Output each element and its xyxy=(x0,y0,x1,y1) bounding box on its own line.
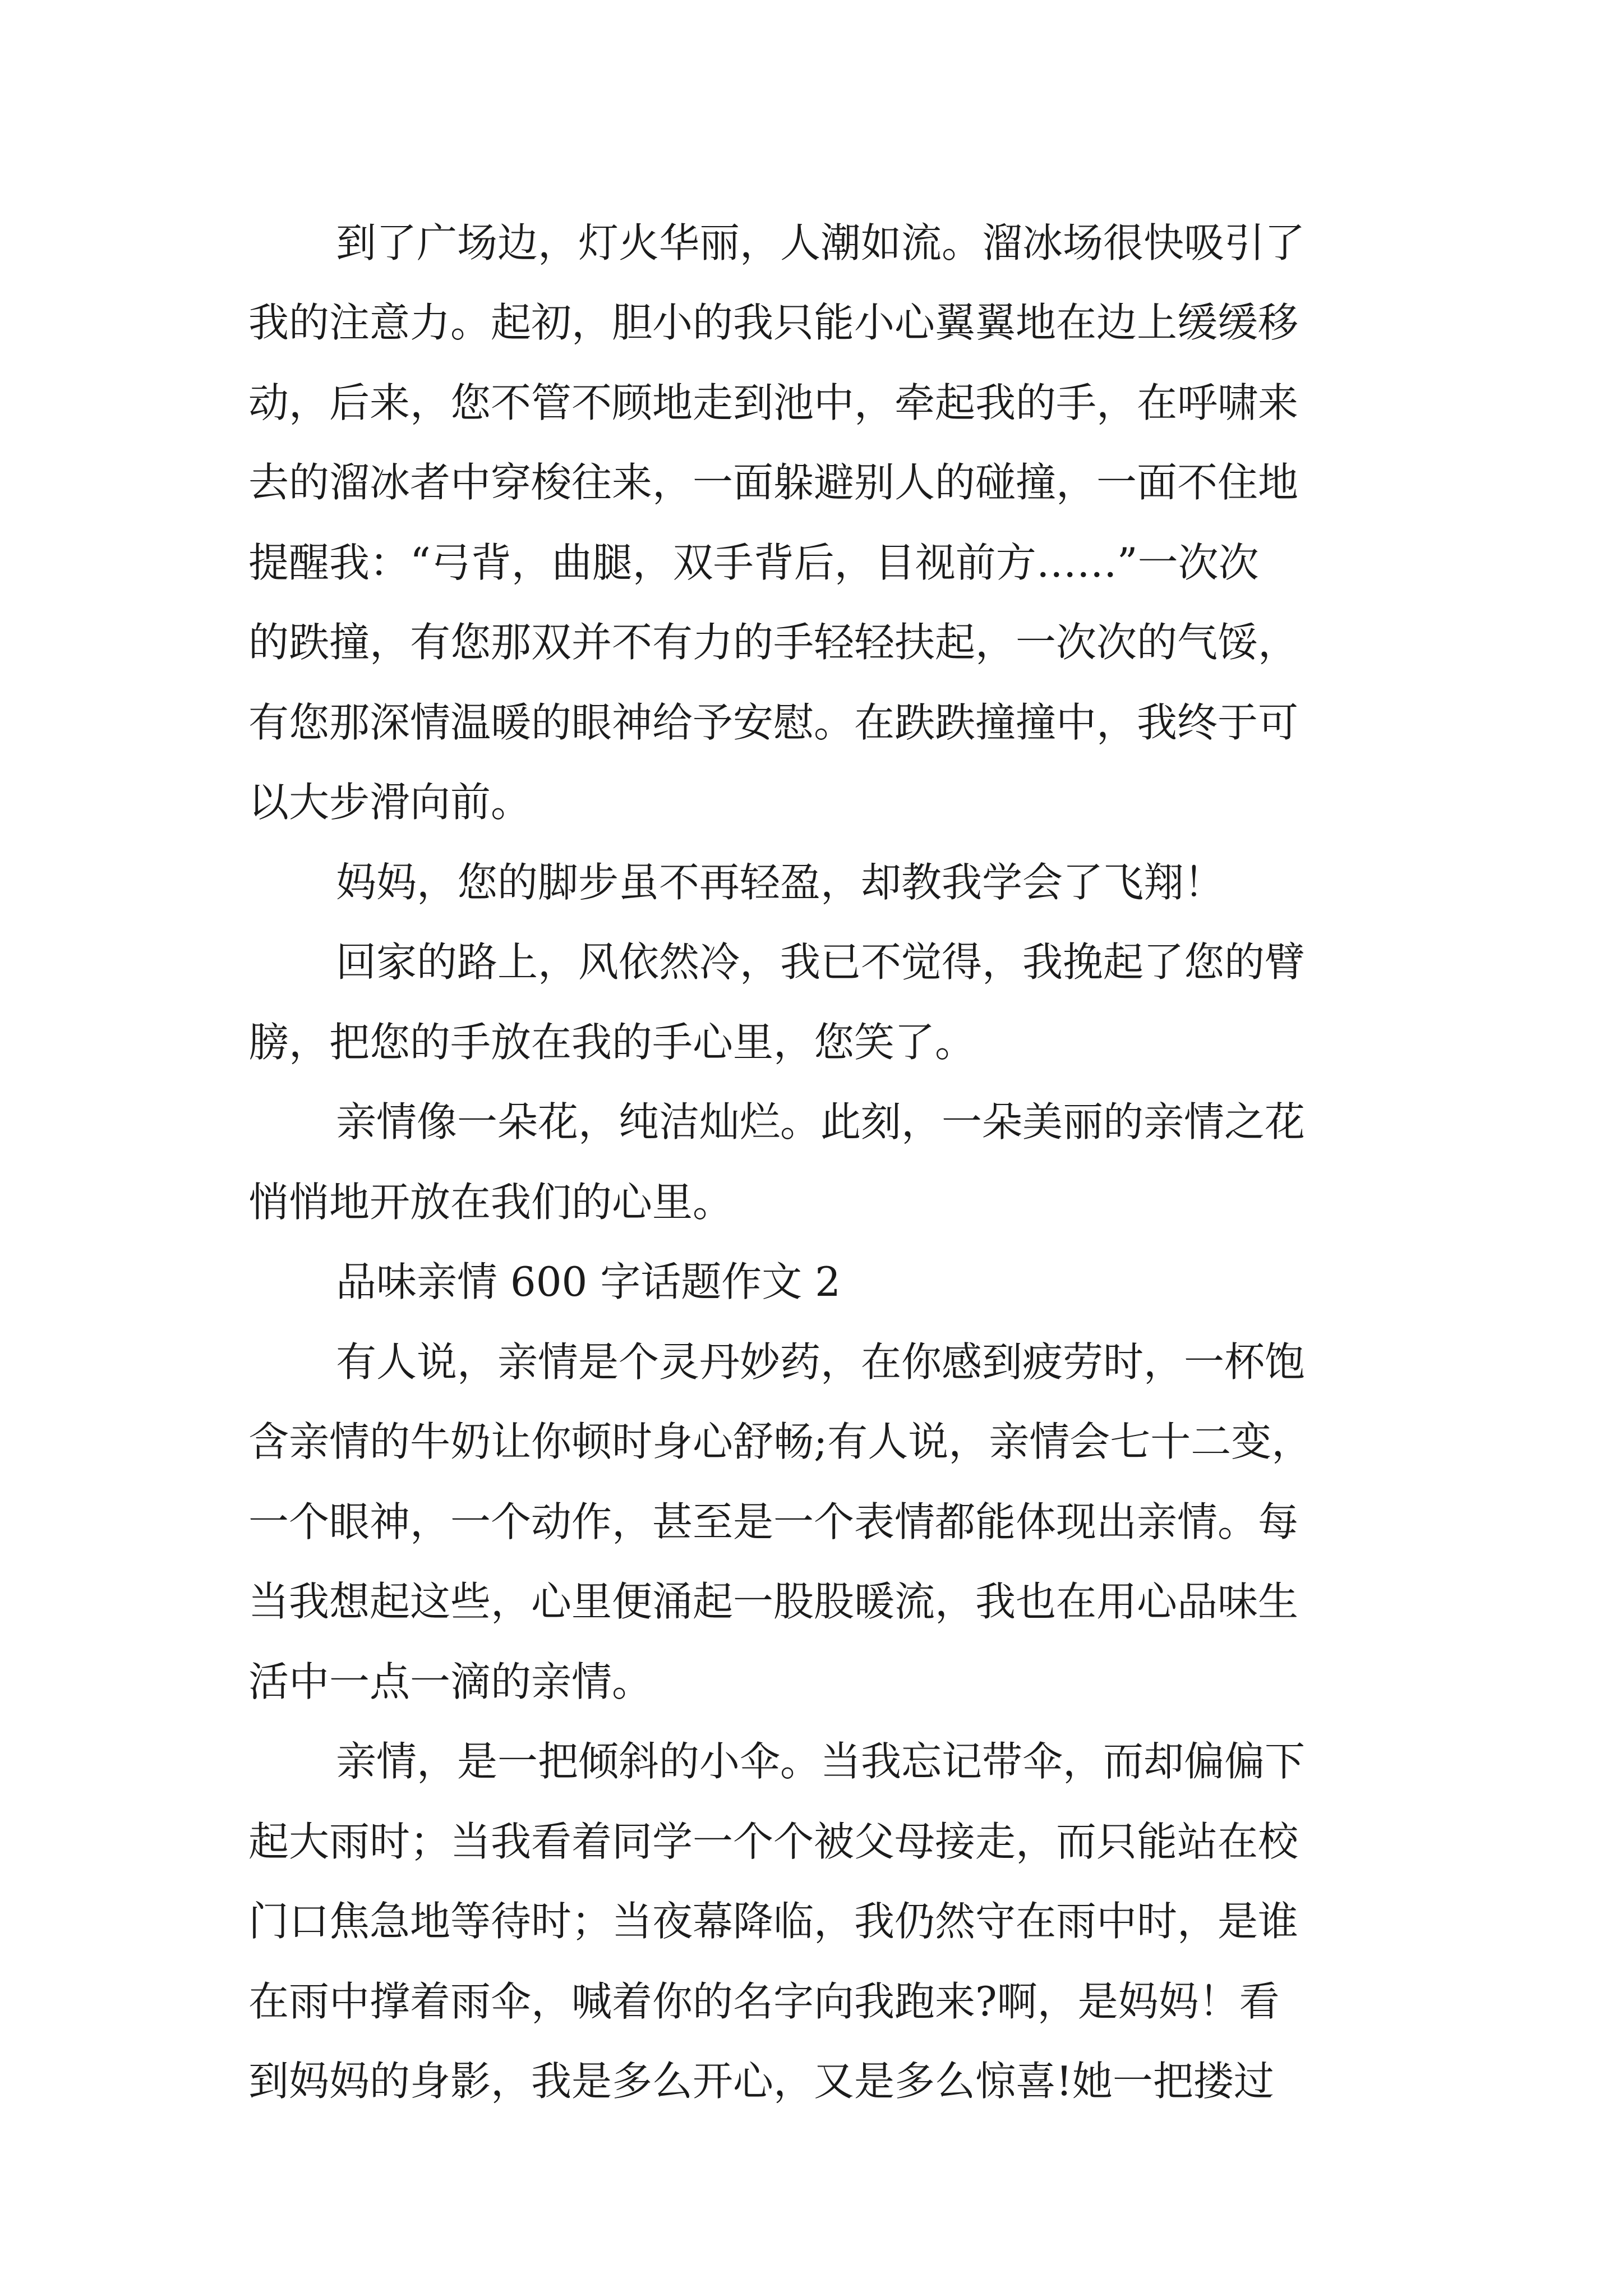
text-line: 妈妈，您的脚步虽不再轻盈，却教我学会了飞翔！ xyxy=(336,859,1225,906)
text-line: 我的注意力。起初，胆小的我只能小心翼翼地在边上缓缓移 xyxy=(248,299,1299,346)
text-line: 悄悄地开放在我们的心里。 xyxy=(248,1179,734,1226)
text-line: 亲情，是一把倾斜的小伞。当我忘记带伞，而却偏偏下 xyxy=(336,1738,1306,1785)
text-line: 起大雨时；当我看着同学一个个被父母接走，而只能站在校 xyxy=(248,1818,1299,1865)
text-line: 到了广场边，灯火华丽，人潮如流。溜冰场很快吸引了 xyxy=(336,219,1306,266)
text-line: 去的溜冰者中穿梭往来，一面躲避别人的碰撞，一面不住地 xyxy=(248,459,1299,506)
text-line: 膀，把您的手放在我的手心里，您笑了。 xyxy=(248,1019,976,1066)
essay-title: 品味亲情 600 字话题作文 2 xyxy=(336,1258,841,1305)
text-line: 有您那深情温暖的眼神给予安慰。在跌跌撞撞中，我终于可 xyxy=(248,699,1299,746)
text-line: 亲情像一朵花，纯洁灿烂。此刻，一朵美丽的亲情之花 xyxy=(336,1098,1306,1145)
text-line: 含亲情的牛奶让你顿时身心舒畅;有人说，亲情会七十二变， xyxy=(248,1418,1312,1465)
text-line: 的跌撞，有您那双并不有力的手轻轻扶起，一次次的气馁， xyxy=(248,619,1299,666)
text-line: 活中一点一滴的亲情。 xyxy=(248,1658,653,1705)
text-line: 一个眼神，一个动作，甚至是一个表情都能体现出亲情。每 xyxy=(248,1498,1299,1545)
text-line: 提醒我：“弓背，曲腿，双手背后，目视前方……”一次次 xyxy=(248,539,1259,586)
text-line: 以大步滑向前。 xyxy=(248,779,532,826)
text-line: 动，后来，您不管不顾地走到池中，牵起我的手，在呼啸来 xyxy=(248,379,1299,426)
text-line: 有人说，亲情是个灵丹妙药，在你感到疲劳时，一杯饱 xyxy=(336,1338,1306,1386)
text-line: 在雨中撑着雨伞，喊着你的名字向我跑来?啊，是妈妈！看 xyxy=(248,1978,1280,2025)
text-line: 当我想起这些，心里便涌起一股股暖流，我也在用心品味生 xyxy=(248,1578,1299,1625)
text-line: 门口焦急地等待时；当夜幕降临，我仍然守在雨中时，是谁 xyxy=(248,1898,1299,1945)
text-line: 到妈妈的身影，我是多么开心，又是多么惊喜!她一把搂过 xyxy=(248,2058,1274,2105)
text-line: 回家的路上，风依然冷，我已不觉得，我挽起了您的臂 xyxy=(336,938,1306,986)
